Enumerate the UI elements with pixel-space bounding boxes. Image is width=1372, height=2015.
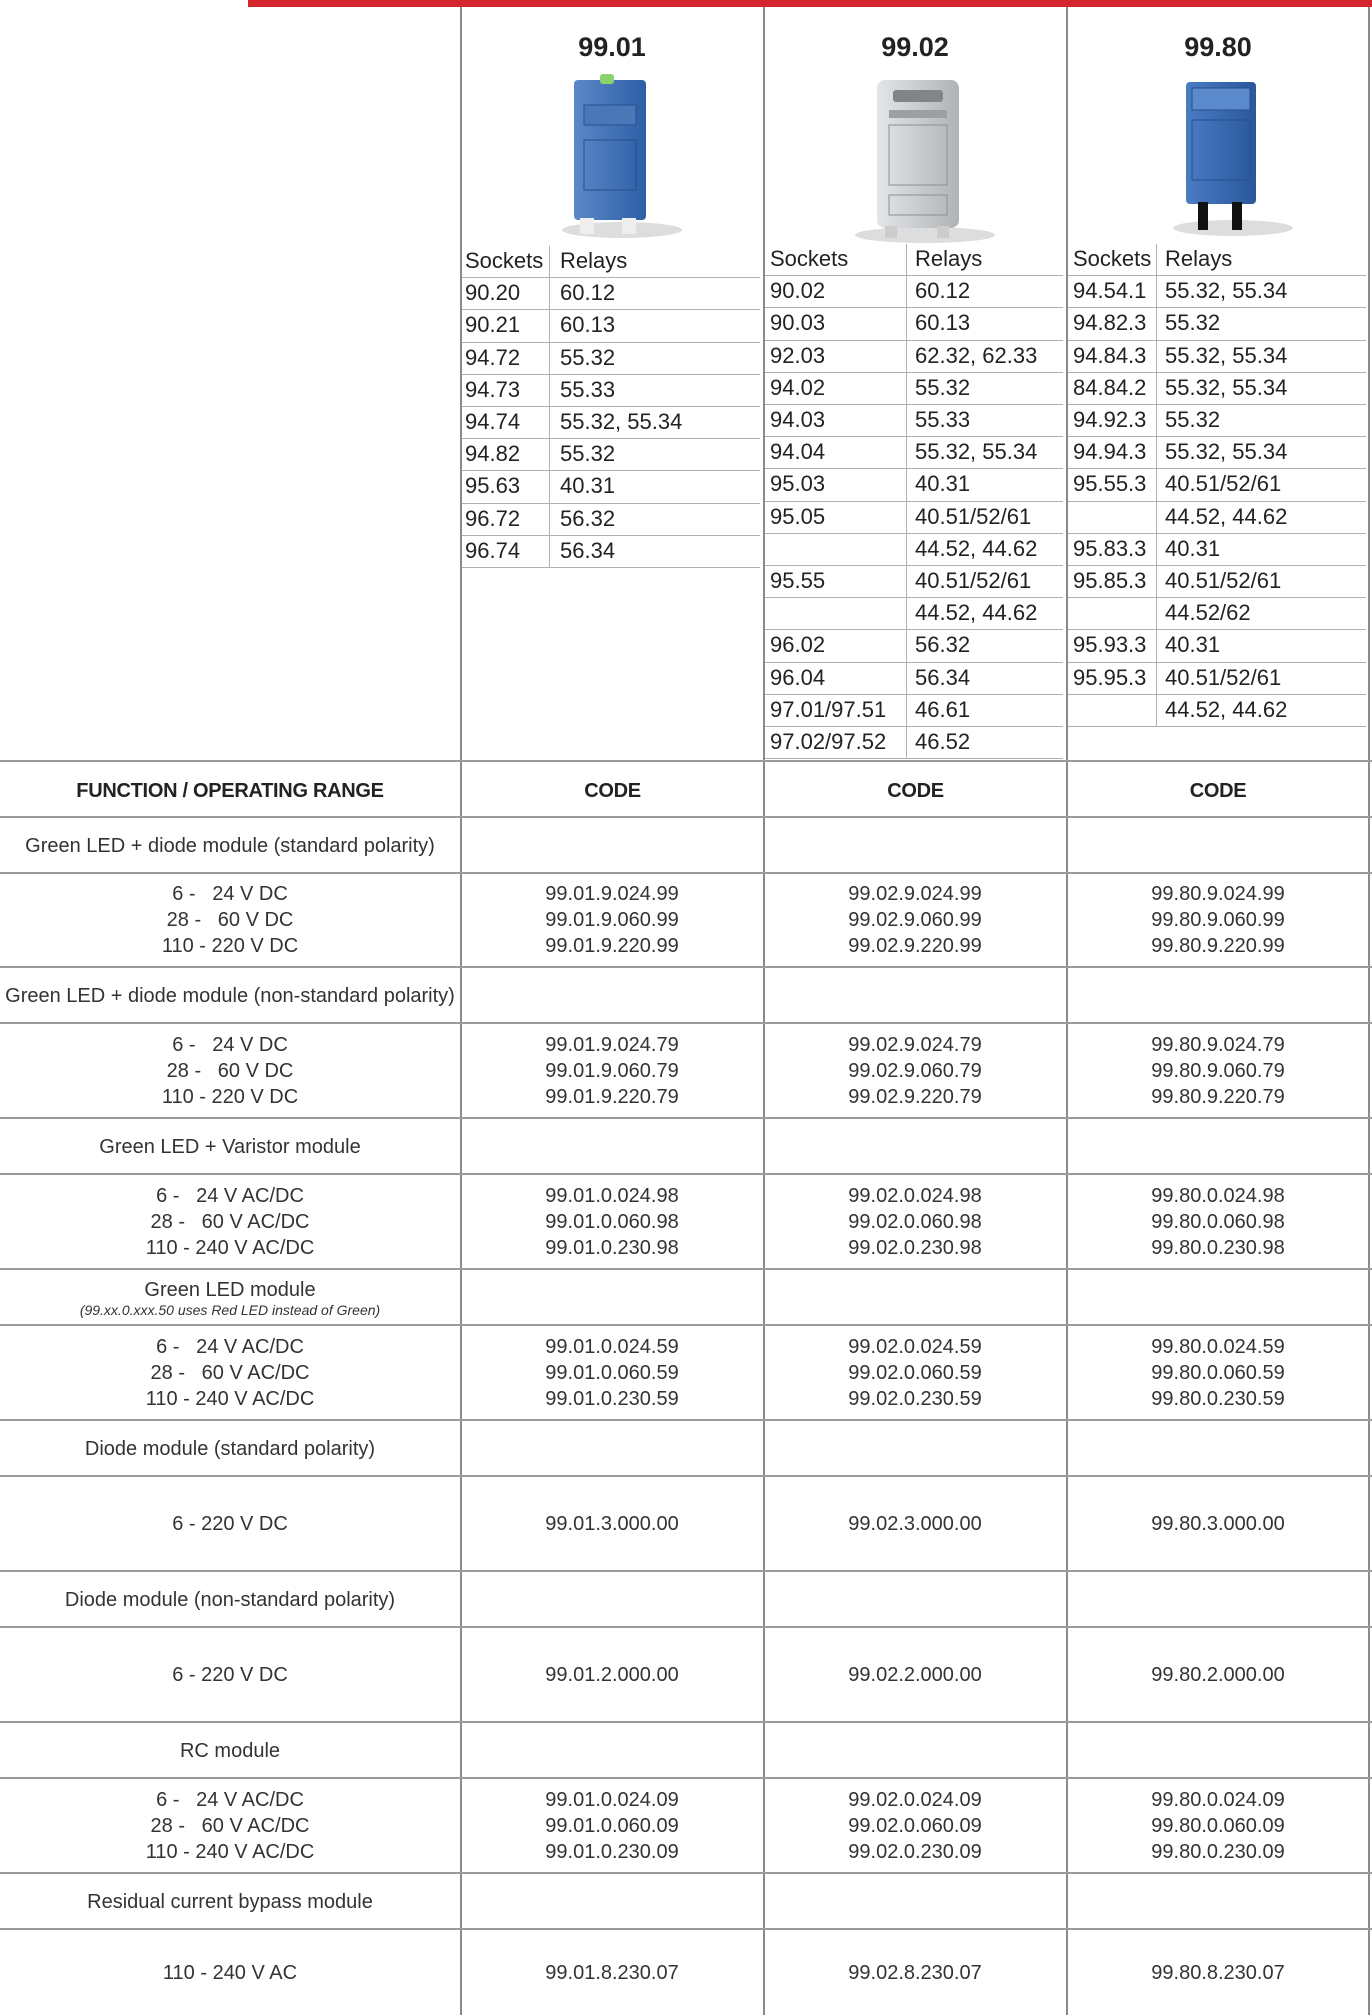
product-code: 99.80.0.024.09 [1151,1788,1285,1811]
compat-relay: 44.52, 44.62 [1165,503,1288,529]
operating-range: 6 - 220 V DC [172,1512,288,1535]
compat-row-line [1068,404,1366,405]
operating-range: 110 - 240 V AC [162,1961,298,1984]
compat-relay: 55.32, 55.34 [560,409,683,434]
section-note: (99.xx.0.xxx.50 uses Red LED instead of Green) [79,1301,381,1318]
product-code: 99.01.9.060.99 [545,909,679,931]
compat-header-relays: Relays [560,248,628,273]
operating-range-list [0,1334,460,1412]
section-title [0,1270,460,1326]
compat-relay: 40.51/52/61 [915,503,1032,529]
compat-row-line [1068,307,1366,308]
product-code: 99.01.9.220.79 [545,1085,679,1108]
operating-range: 28 - 60 V AC/DC [150,1361,310,1384]
operating-range: 110 - 240 V AC/DC [145,1387,315,1410]
product-code: 99.80.9.220.99 [1151,935,1285,957]
compat-relay: 56.32 [915,632,971,658]
code-list [1068,881,1368,959]
product-code: 99.02.0.024.98 [848,1184,982,1207]
section-title: RC module [179,1740,281,1762]
compat-socket: 92.03 [770,342,826,368]
code-list [765,1662,1065,1688]
compat-relay: 56.34 [560,537,616,563]
product-code: 99.01.9.024.79 [545,1033,679,1056]
compat-row-line [765,404,1063,405]
product-code: 99.01.0.060.59 [545,1361,679,1384]
compat-relay: 55.32, 55.34 [1165,342,1288,368]
compat-socket: 95.55.3 [1073,471,1147,497]
compat-socket: 90.02 [770,278,826,304]
compat-relay: 40.31 [1165,632,1221,658]
operating-range-list [0,1960,460,1986]
product-code: 99.02.0.060.59 [848,1361,982,1384]
code-list [462,1960,762,1986]
compat-row-line [1068,565,1366,566]
compat-row-line [462,309,760,310]
compat-row-line [462,374,760,375]
product-code: 99.80.3.000.00 [1151,1512,1285,1535]
compat-socket: 95.83.3 [1073,535,1147,561]
product-code: 99.02.0.060.09 [848,1814,982,1837]
product-code: 99.02.0.230.09 [848,1840,982,1863]
compat-row-line [462,567,760,568]
column-divider [460,7,462,2015]
code-list [1068,1787,1368,1865]
table-divider [0,760,1372,762]
compat-socket: 95.63 [465,473,521,499]
compat-header-sockets: Sockets [770,246,849,271]
product-code: 99.01.9.024.99 [545,883,679,905]
compat-socket: 90.21 [465,312,521,338]
compat-row-line [462,535,760,536]
product-code: 99.80.9.024.99 [1151,883,1285,905]
product-code: 99.80.0.024.98 [1151,1184,1285,1207]
compat-relay: 55.32 [560,344,616,370]
compat-header-relays: Relays [915,246,983,271]
operating-range-list [0,1662,460,1688]
compat-socket: 94.54.1 [1073,278,1147,304]
compat-row-line [765,533,1063,534]
compat-relay: 55.32, 55.34 [1165,439,1288,465]
product-code: 99.80.0.060.09 [1151,1814,1285,1837]
compat-relay: 40.51/52/61 [915,568,1032,593]
compat-row-line [765,340,1063,341]
operating-range-list [0,1183,460,1261]
compat-row-line [1068,501,1366,502]
code-list [765,1334,1065,1412]
product-code: 99.02.0.230.59 [848,1387,982,1410]
compat-relay: 60.12 [915,278,971,304]
compat-header-relays: Relays [1165,246,1233,271]
product-code: 99.02.9.060.79 [848,1059,982,1082]
product-code: 99.80.0.060.59 [1151,1361,1285,1384]
compat-relay: 44.52/62 [1165,600,1251,626]
operating-range: 110 - 220 V DC [161,935,299,957]
code-list [765,881,1065,959]
code-list [462,1183,762,1261]
compat-relay: 60.13 [915,310,971,336]
code-list [462,881,762,959]
compat-relay: 62.32, 62.33 [915,342,1038,368]
section-title: Diode module (non-standard polarity) [64,1589,396,1611]
column-divider [1368,7,1370,2015]
compat-row-line [1068,533,1366,534]
product-code: 99.80.9.220.79 [1151,1085,1285,1108]
compat-relay: 40.31 [1165,535,1221,561]
section-title: Green LED + diode module (standard polarity) [25,835,435,857]
compat-relay: 40.51/52/61 [1165,471,1282,497]
compat-row-line [765,501,1063,502]
compat-socket: 95.95.3 [1073,664,1147,690]
compat-row-line [1068,436,1366,437]
code-header: CODE [584,780,641,802]
compat-socket: 94.04 [770,439,826,465]
code-list [462,1662,762,1688]
compat-row-line [765,694,1063,695]
product-code: 99.01.0.024.59 [545,1335,679,1358]
operating-range: 28 - 60 V AC/DC [150,1210,310,1233]
operating-range-list [0,1032,460,1110]
compat-socket: 95.03 [770,471,826,497]
product-code: 99.01.9.220.99 [545,935,679,957]
code-list [462,1032,762,1110]
product-code: 99.80.0.230.59 [1151,1387,1285,1410]
compat-row-line [1068,629,1366,630]
product-code: 99.02.2.000.00 [848,1663,982,1686]
operating-range: 110 - 220 V DC [161,1085,299,1108]
compat-socket: 90.03 [770,310,826,336]
compat-socket: 94.02 [770,374,826,400]
product-code: 99.80.0.230.09 [1151,1840,1285,1863]
compat-relay: 56.32 [560,505,616,531]
product-code: 99.01.0.230.59 [545,1387,679,1410]
code-header: CODE [887,780,944,802]
operating-range: 6 - 220 V DC [172,1663,288,1686]
product-code: 99.80.9.024.79 [1151,1033,1285,1056]
compat-row-line [1068,662,1366,663]
product-code: 99.02.0.060.98 [848,1210,982,1233]
compat-column-divider [549,246,550,568]
code-list [765,1183,1065,1261]
code-list [1068,1662,1368,1688]
compat-socket: 96.04 [770,664,826,690]
code-list [462,1787,762,1865]
operating-range-list [0,1787,460,1865]
compat-row-line [765,468,1063,469]
code-header: CODE [1189,780,1247,802]
product-code: 99.02.3.000.00 [848,1512,982,1535]
compat-socket: 97.02/97.52 [770,729,887,754]
compat-socket: 84.84.2 [1073,374,1147,400]
product-code: 99.02.9.024.99 [848,883,982,905]
compat-relay: 44.52, 44.62 [915,600,1038,626]
compat-relay: 55.32, 55.34 [1165,278,1288,304]
operating-range: 28 - 60 V DC [166,1059,294,1082]
compat-socket: 95.05 [770,503,826,529]
product-code: 99.80.0.060.98 [1151,1210,1285,1233]
compat-socket: 94.72 [465,344,521,370]
product-code: 99.01.0.230.98 [545,1236,679,1259]
code-list [462,1511,762,1537]
operating-range: 6 - 24 V AC/DC [156,1335,304,1358]
compat-row-line [462,470,760,471]
section-title: Green LED + diode module (non-standard polarity) [5,985,455,1007]
code-list [1068,1334,1368,1412]
product-image-99-01 [462,70,762,245]
compat-relay: 55.32 [560,441,616,467]
compat-row-line [1068,597,1366,598]
compat-row-line [1068,468,1366,469]
compat-row-line [462,342,760,343]
compat-relay: 44.52, 44.62 [915,535,1038,561]
product-code: 99.80.0.230.98 [1151,1236,1285,1259]
compat-socket: 94.94.3 [1073,439,1147,465]
product-code: 99.80.0.024.59 [1151,1335,1285,1358]
compat-socket: 94.92.3 [1073,407,1147,432]
compat-relay: 60.12 [560,280,616,306]
product-code: 99.01.3.000.00 [545,1512,679,1535]
compat-relay: 55.32, 55.34 [915,439,1038,465]
product-code: 99.01.0.060.98 [545,1210,679,1233]
product-code: 99.02.9.060.99 [848,909,982,931]
product-code: 99.02.9.220.79 [848,1085,982,1108]
section-title: Diode module (standard polarity) [84,1438,376,1460]
product-code: 99.01.0.060.09 [545,1814,679,1837]
product-code: 99.01.0.024.98 [545,1184,679,1207]
compat-header-sockets: Sockets [1073,246,1152,271]
product-code: 99.80.9.060.99 [1151,909,1285,931]
operating-range: 6 - 24 V AC/DC [156,1788,304,1811]
product-code: 99.02.9.024.79 [848,1033,982,1056]
compat-socket: 94.82 [465,441,521,467]
compat-relay: 55.32 [1165,310,1221,336]
header-accent-bar [248,0,1372,7]
product-model-title: 99.01 [578,32,646,62]
compat-row-line [1068,340,1366,341]
compat-row-line [765,597,1063,598]
compat-socket: 96.02 [770,632,826,658]
compat-socket: 94.84.3 [1073,342,1147,368]
compat-row-line [462,406,760,407]
product-image-99-02 [765,70,1065,245]
compat-column-divider [1156,244,1157,727]
product-model-title: 99.02 [881,32,949,62]
compat-row-line [1068,726,1366,727]
compat-row-line [1068,275,1366,276]
section-title: Residual current bypass module [87,1891,373,1913]
operating-range: 28 - 60 V DC [166,909,294,931]
compat-socket: 94.03 [770,407,826,432]
compat-header-sockets: Sockets [465,248,544,273]
product-code: 99.01.9.060.79 [545,1059,679,1082]
code-list [765,1511,1065,1537]
code-list [765,1960,1065,1986]
operating-range: 6 - 24 V AC/DC [156,1184,304,1207]
operating-range: 28 - 60 V AC/DC [150,1814,310,1837]
compat-row-line [765,372,1063,373]
operating-range: 6 - 24 V DC [172,1033,288,1056]
compat-row-line [765,436,1063,437]
operating-range-list [0,881,460,959]
compat-relay: 55.32, 55.34 [1165,374,1288,400]
compat-relay: 55.33 [560,376,616,402]
compat-socket: 95.85.3 [1073,568,1147,593]
product-code: 99.80.9.060.79 [1151,1059,1285,1082]
compat-relay: 44.52, 44.62 [1165,696,1288,722]
compat-socket: 94.73 [465,376,521,402]
function-range-header: FUNCTION / OPERATING RANGE [76,780,384,802]
code-list [1068,1032,1368,1110]
product-code: 99.02.9.220.99 [848,935,982,957]
compat-row-line [765,662,1063,663]
compat-relay: 55.33 [915,407,971,432]
section-title: Green LED + Varistor module [99,1136,361,1158]
compat-relay: 40.51/52/61 [1165,568,1282,593]
compat-socket: 95.93.3 [1073,632,1147,658]
product-model-title: 99.80 [1184,32,1252,62]
code-list [1068,1183,1368,1261]
code-list [1068,1960,1368,1986]
product-code: 99.02.0.024.59 [848,1335,982,1358]
operating-range: 6 - 24 V DC [172,883,288,905]
compat-relay: 40.51/52/61 [1165,664,1282,690]
product-code: 99.02.8.230.07 [848,1961,982,1984]
compat-socket: 96.74 [465,537,521,563]
compat-socket: 94.74 [465,409,521,434]
compat-relay: 40.31 [560,473,616,499]
product-code: 99.02.0.024.09 [848,1788,982,1811]
product-code: 99.02.0.230.98 [848,1236,982,1259]
code-list [1068,1511,1368,1537]
code-list [765,1787,1065,1865]
compat-relay: 46.61 [915,696,971,722]
product-code: 99.01.0.230.09 [545,1840,679,1863]
product-code: 99.80.8.230.07 [1151,1961,1285,1984]
section-title-text: Green LED module [144,1278,316,1301]
compat-row-line [765,565,1063,566]
compat-row-line [1068,694,1366,695]
compat-relay: 56.34 [915,664,971,690]
product-code: 99.01.0.024.09 [545,1788,679,1811]
compat-socket: 96.72 [465,505,521,531]
compat-socket: 95.55 [770,568,826,593]
compat-relay: 46.52 [915,729,971,754]
operating-range: 110 - 240 V AC/DC [145,1840,315,1863]
product-code: 99.01.8.230.07 [545,1961,679,1984]
compat-socket: 94.82.3 [1073,310,1147,336]
compat-row-line [765,275,1063,276]
compat-row-line [462,503,760,504]
compat-relay: 60.13 [560,312,616,338]
product-code: 99.80.2.000.00 [1151,1663,1285,1686]
compat-row-line [765,726,1063,727]
compat-row-line [1068,372,1366,373]
compat-relay: 55.32 [1165,407,1221,432]
compat-socket: 90.20 [465,280,521,306]
compat-row-line [462,277,760,278]
compat-row-line [462,438,760,439]
product-image-99-80 [1068,70,1368,245]
compat-socket: 97.01/97.51 [770,696,887,722]
code-list [462,1334,762,1412]
compat-row-line [765,629,1063,630]
product-code: 99.01.2.000.00 [545,1663,679,1686]
compat-relay: 55.32 [915,374,971,400]
code-list [765,1032,1065,1110]
operating-range-list [0,1511,460,1537]
compat-relay: 40.31 [915,471,971,497]
compat-column-divider [906,244,907,759]
operating-range: 110 - 240 V AC/DC [145,1236,315,1259]
compat-row-line [765,307,1063,308]
